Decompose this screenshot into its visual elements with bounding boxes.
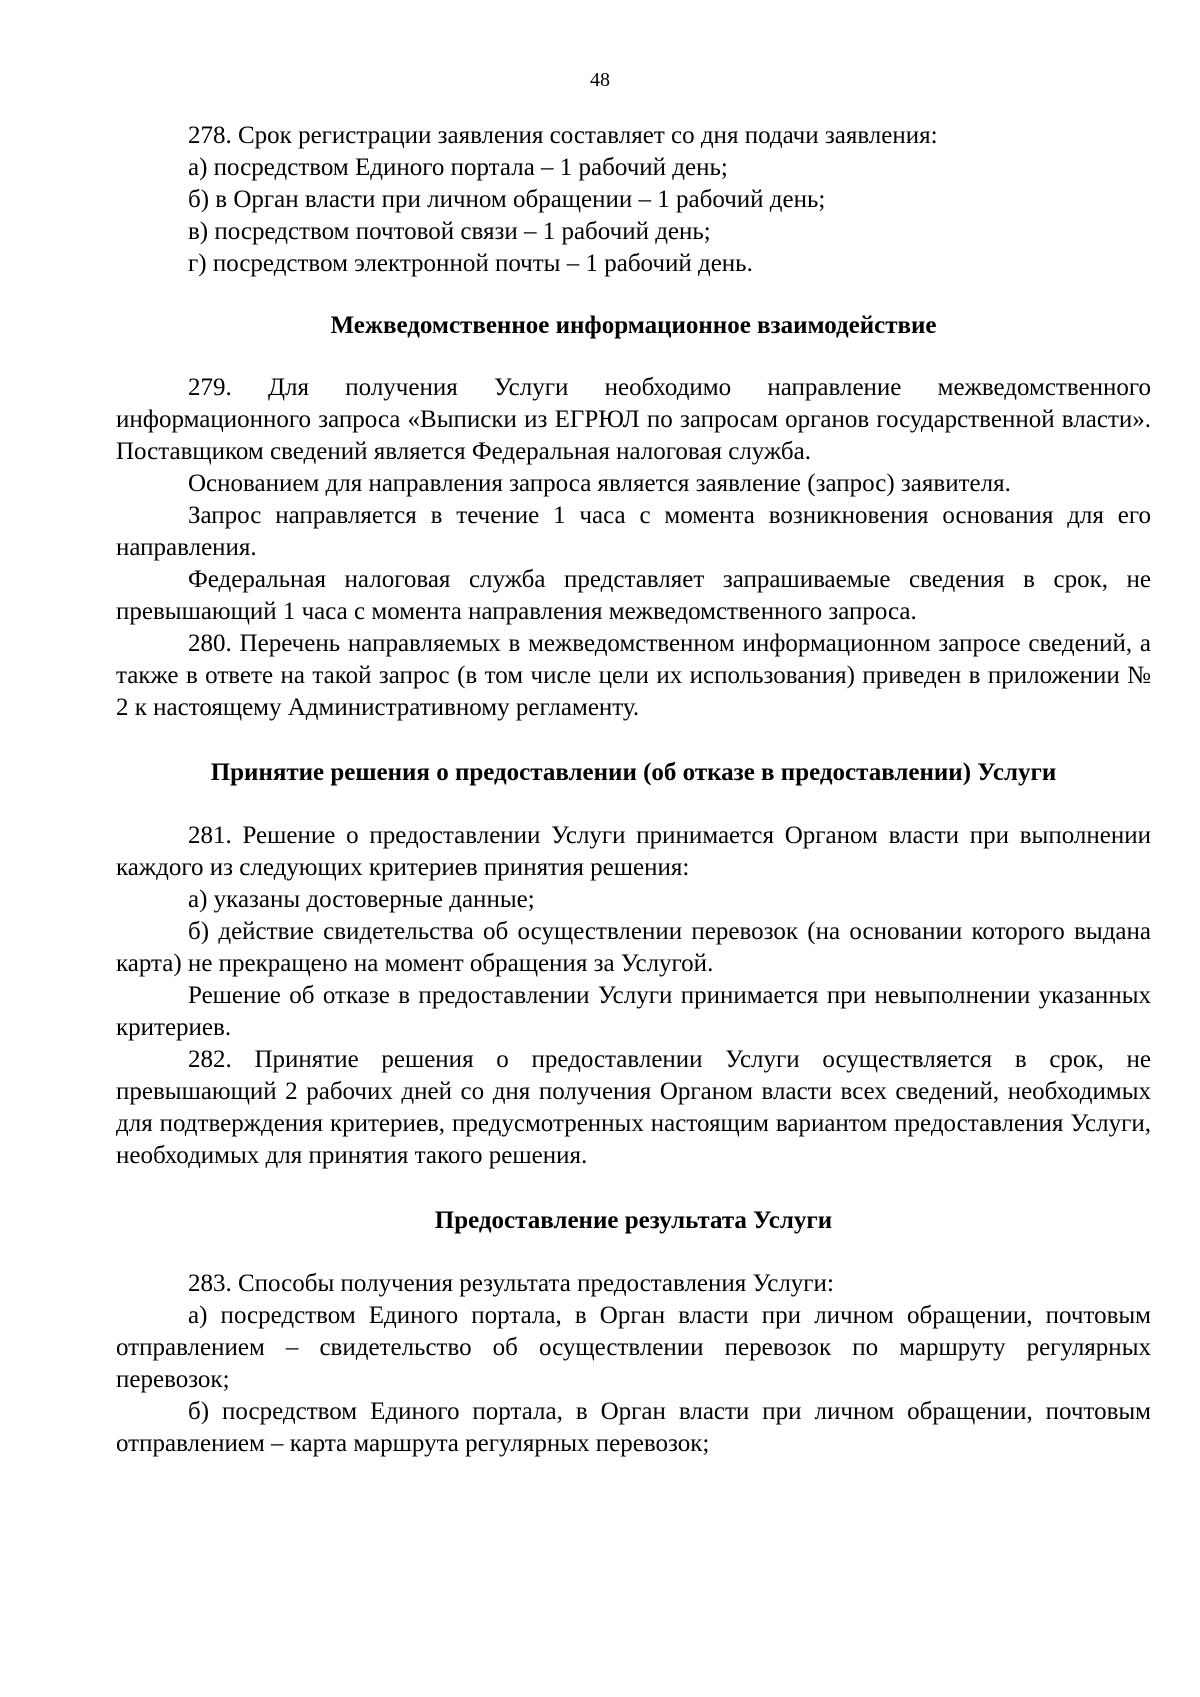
paragraph-281-refusal: Решение об отказе в предоставлении Услуги принимается при невыполнении указанных критериев. (116, 982, 1151, 1041)
paragraph-278: 278. Срок регистрации заявления составляет со дня подачи заявления: (188, 122, 938, 149)
paragraph-282: 282. Принятие решения о предоставлении Услуги осуществляется в срок, не превышающий 2 рабочих дней со дня получения Органом власти всех сведений, необходимых для подтверждения критериев, предусмотренных настоящим вариантом предоставления Услуги, необходимых для принятия такого решения. (116, 1046, 1151, 1169)
list-item-278-c: в) посредством почтовой связи – 1 рабочий день; (188, 218, 711, 245)
list-item-283-a: а) посредством Единого портала, в Орган власти при личном обращении, почтовым отправлением – свидетельство об осуществлении перевозок по маршруту регулярных перевозок; (116, 1302, 1151, 1393)
list-item-281-b: б) действие свидетельства об осуществлении перевозок (на основании которого выдана карта) не прекращено на момент обращения за Услугой. (116, 918, 1151, 977)
paragraph-281: 281. Решение о предоставлении Услуги принимается Органом власти при выполнении каждого из следующих критериев принятия решения: (116, 822, 1151, 881)
list-item-278-d: г) посредством электронной почты – 1 рабочий день. (188, 250, 753, 277)
list-item-278-b: б) в Орган власти при личном обращении – 1 рабочий день; (188, 186, 826, 213)
list-item-283-b: б) посредством Единого портала, в Орган власти при личном обращении, почтовым отправлением – карта маршрута регулярных перевозок; (116, 1398, 1151, 1457)
paragraph-280: 280. Перечень направляемых в межведомственном информационном запросе сведений, а также в ответе на такой запрос (в том числе цели их использования) приведен в приложении № 2 к настоящему Административному регламенту. (116, 630, 1151, 721)
section-heading-decision: Принятие решения о предоставлении (об отказе в предоставлении) Услуги (210, 759, 1057, 786)
list-item-278-a: а) посредством Единого портала – 1 рабочий день; (188, 154, 728, 181)
page-content (116, 120, 1151, 1460)
paragraph-279: 279. Для получения Услуги необходимо направление межведомственного информационного запроса «Выписки из ЕГРЮЛ по запросам органов государственной власти». Поставщиком сведений является Федеральная налоговая служба. (116, 374, 1151, 465)
paragraph-279-timing: Запрос направляется в течение 1 часа с момента возникновения основания для его направления. (116, 502, 1151, 561)
paragraph-279-basis: Основанием для направления запроса является заявление (запрос) заявителя. (188, 470, 1011, 497)
paragraph-279-response: Федеральная налоговая служба представляет запрашиваемые сведения в срок, не превышающий 1 часа с момента направления межведомственного запроса. (116, 566, 1151, 625)
list-item-281-a: а) указаны достоверные данные; (188, 886, 535, 913)
section-heading-interagency: Межведомственное информационное взаимодействие (330, 312, 937, 339)
section-heading-result: Предоставление результата Услуги (434, 1207, 833, 1234)
page-number: 48 (590, 69, 610, 91)
paragraph-283: 283. Способы получения результата предоставления Услуги: (188, 1270, 834, 1297)
